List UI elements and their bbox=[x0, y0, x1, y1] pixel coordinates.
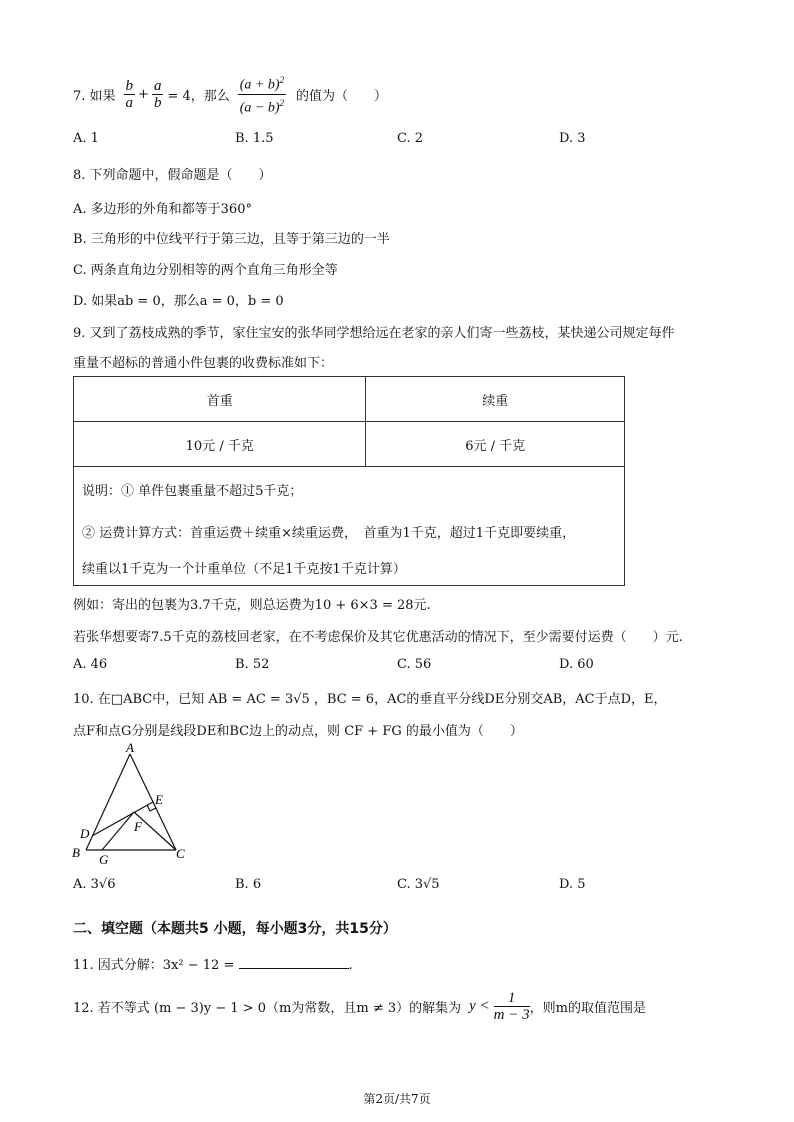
q7-eq: = 4，那么 bbox=[167, 88, 230, 104]
q9-question: 若张华想要寄7.5千克的荔枝回老家，在不考虑保价及其它优惠活动的情况下，至少需要付运费（ ）元. bbox=[73, 630, 683, 645]
q11-suffix: . bbox=[348, 958, 353, 973]
q9-note2: ② 运费计算方式：首重运费＋续重×续重运费， 首重为1千克，超过1千克即要续重， bbox=[82, 526, 576, 541]
q9-line2: 重量不超标的普通小件包裹的收费标准如下： bbox=[73, 356, 334, 371]
q8-option-c: C. 两条直角边分别相等的两个直角三角形全等 bbox=[73, 263, 338, 278]
q9-note-box bbox=[73, 460, 625, 586]
label-d: D bbox=[80, 826, 90, 841]
q11-prefix: 11. 因式分解：3x² − 12 = bbox=[73, 958, 235, 973]
q10-line2: 点F和点G分别是线段DE和BC边上的动点，则 CF + FG 的最小值为（ ） bbox=[73, 724, 523, 739]
q7-frac-b-over-a: $\frac{b}{a}$ bbox=[125, 77, 134, 111]
q9-note3: 续重以1千克为一个计重单位（不足1千克按1千克计算） bbox=[82, 562, 406, 577]
q10-option-d: D. 5 bbox=[559, 877, 586, 892]
segment-fg bbox=[102, 812, 134, 850]
section-fill-in-heading: 二、填空题（本题共5 小题，每小题3分，共15分） bbox=[73, 921, 397, 937]
q11-stem bbox=[73, 954, 353, 973]
table-header-first-weight: 首重 bbox=[74, 377, 366, 422]
table-header-extra-weight: 续重 bbox=[366, 377, 625, 422]
q12-fraction bbox=[494, 990, 530, 1023]
q10-option-b: B. 6 bbox=[235, 877, 262, 892]
q7-option-a: A. 1 bbox=[73, 131, 99, 146]
q7-frac-a-over-b: $\frac{a}{b}$ bbox=[153, 77, 162, 111]
q9-option-b: B. 52 bbox=[235, 657, 270, 672]
triangle-figure bbox=[68, 742, 198, 868]
page-footer: 第2页/共7页 bbox=[363, 1092, 431, 1106]
segment-de bbox=[92, 802, 153, 836]
q8-stem: 8. 下列命题中，假命题是（ ） bbox=[73, 168, 272, 183]
label-g: G bbox=[99, 852, 109, 867]
q7-option-b: B. 1.5 bbox=[235, 131, 274, 146]
q10-option-c: C. 3√5 bbox=[397, 877, 440, 892]
q11-answer-blank[interactable] bbox=[239, 956, 349, 969]
table-cell-extra-price: 6元 / 千克 bbox=[366, 422, 625, 467]
q7-prefix: 7. 如果 bbox=[73, 88, 116, 104]
q9-line1: 9. 又到了荔枝成熟的季节，家住宝安的张华同学想给远在老家的亲人们寄一些荔枝，某快递公司规定每件 bbox=[73, 326, 675, 341]
q7-stem: 7. 如果 $\frac{b}{a}$ + $\frac{a}{b}$ = 4，那么 $\frac{(a + b)^2}{(a - b)^2}$ 的值为（ ） bbox=[73, 72, 387, 116]
q12-numerator: 1 bbox=[494, 990, 530, 1007]
label-a: A bbox=[126, 742, 134, 755]
label-b: B bbox=[72, 845, 80, 860]
q8-option-b: B. 三角形的中位线平行于第三边，且等于第三边的一半 bbox=[73, 232, 390, 247]
q9-option-c: C. 56 bbox=[397, 657, 432, 672]
label-c: C bbox=[176, 846, 185, 861]
q7-suffix: 的值为（ ） bbox=[296, 88, 388, 104]
q9-option-d: D. 60 bbox=[559, 657, 594, 672]
q9-note1: 说明：① 单件包裹重量不超过5千克； bbox=[82, 484, 303, 499]
q7-option-c: C. 2 bbox=[397, 131, 424, 146]
q7-option-d: D. 3 bbox=[559, 131, 586, 146]
q7-main-fraction: $\frac{(a + b)^2}{(a - b)^2}$ bbox=[238, 72, 286, 116]
q12-relation: y < bbox=[469, 997, 490, 1014]
q12-prefix: 12. 若不等式 (m − 3)y − 1 > 0（m为常数，且m ≠ 3）的解集为 bbox=[73, 1000, 462, 1016]
q12-suffix: ，则m的取值范围是 bbox=[529, 1000, 646, 1016]
q10-line1: 10. 在□ABC中，已知 AB = AC = 3√5 ，BC = 6，AC的垂直平分线DE分别交AB，AC于点D，E， bbox=[73, 692, 667, 707]
q12-denominator: m − 3 bbox=[493, 1006, 530, 1023]
q10-option-a: A. 3√6 bbox=[73, 877, 116, 892]
label-e: E bbox=[155, 792, 163, 807]
q12-stem bbox=[73, 986, 646, 1026]
q9-example: 例如：寄出的包裹为3.7千克，则总运费为10 + 6×3 = 28元. bbox=[73, 598, 431, 613]
label-f: F bbox=[134, 819, 142, 834]
q9-fee-table bbox=[73, 376, 625, 467]
q8-option-a: A. 多边形的外角和都等于360° bbox=[73, 202, 252, 217]
q9-option-a: A. 46 bbox=[73, 657, 108, 672]
q8-option-d: D. 如果ab = 0，那么a = 0，b = 0 bbox=[73, 294, 284, 309]
table-cell-first-price: 10元 / 千克 bbox=[74, 422, 366, 467]
